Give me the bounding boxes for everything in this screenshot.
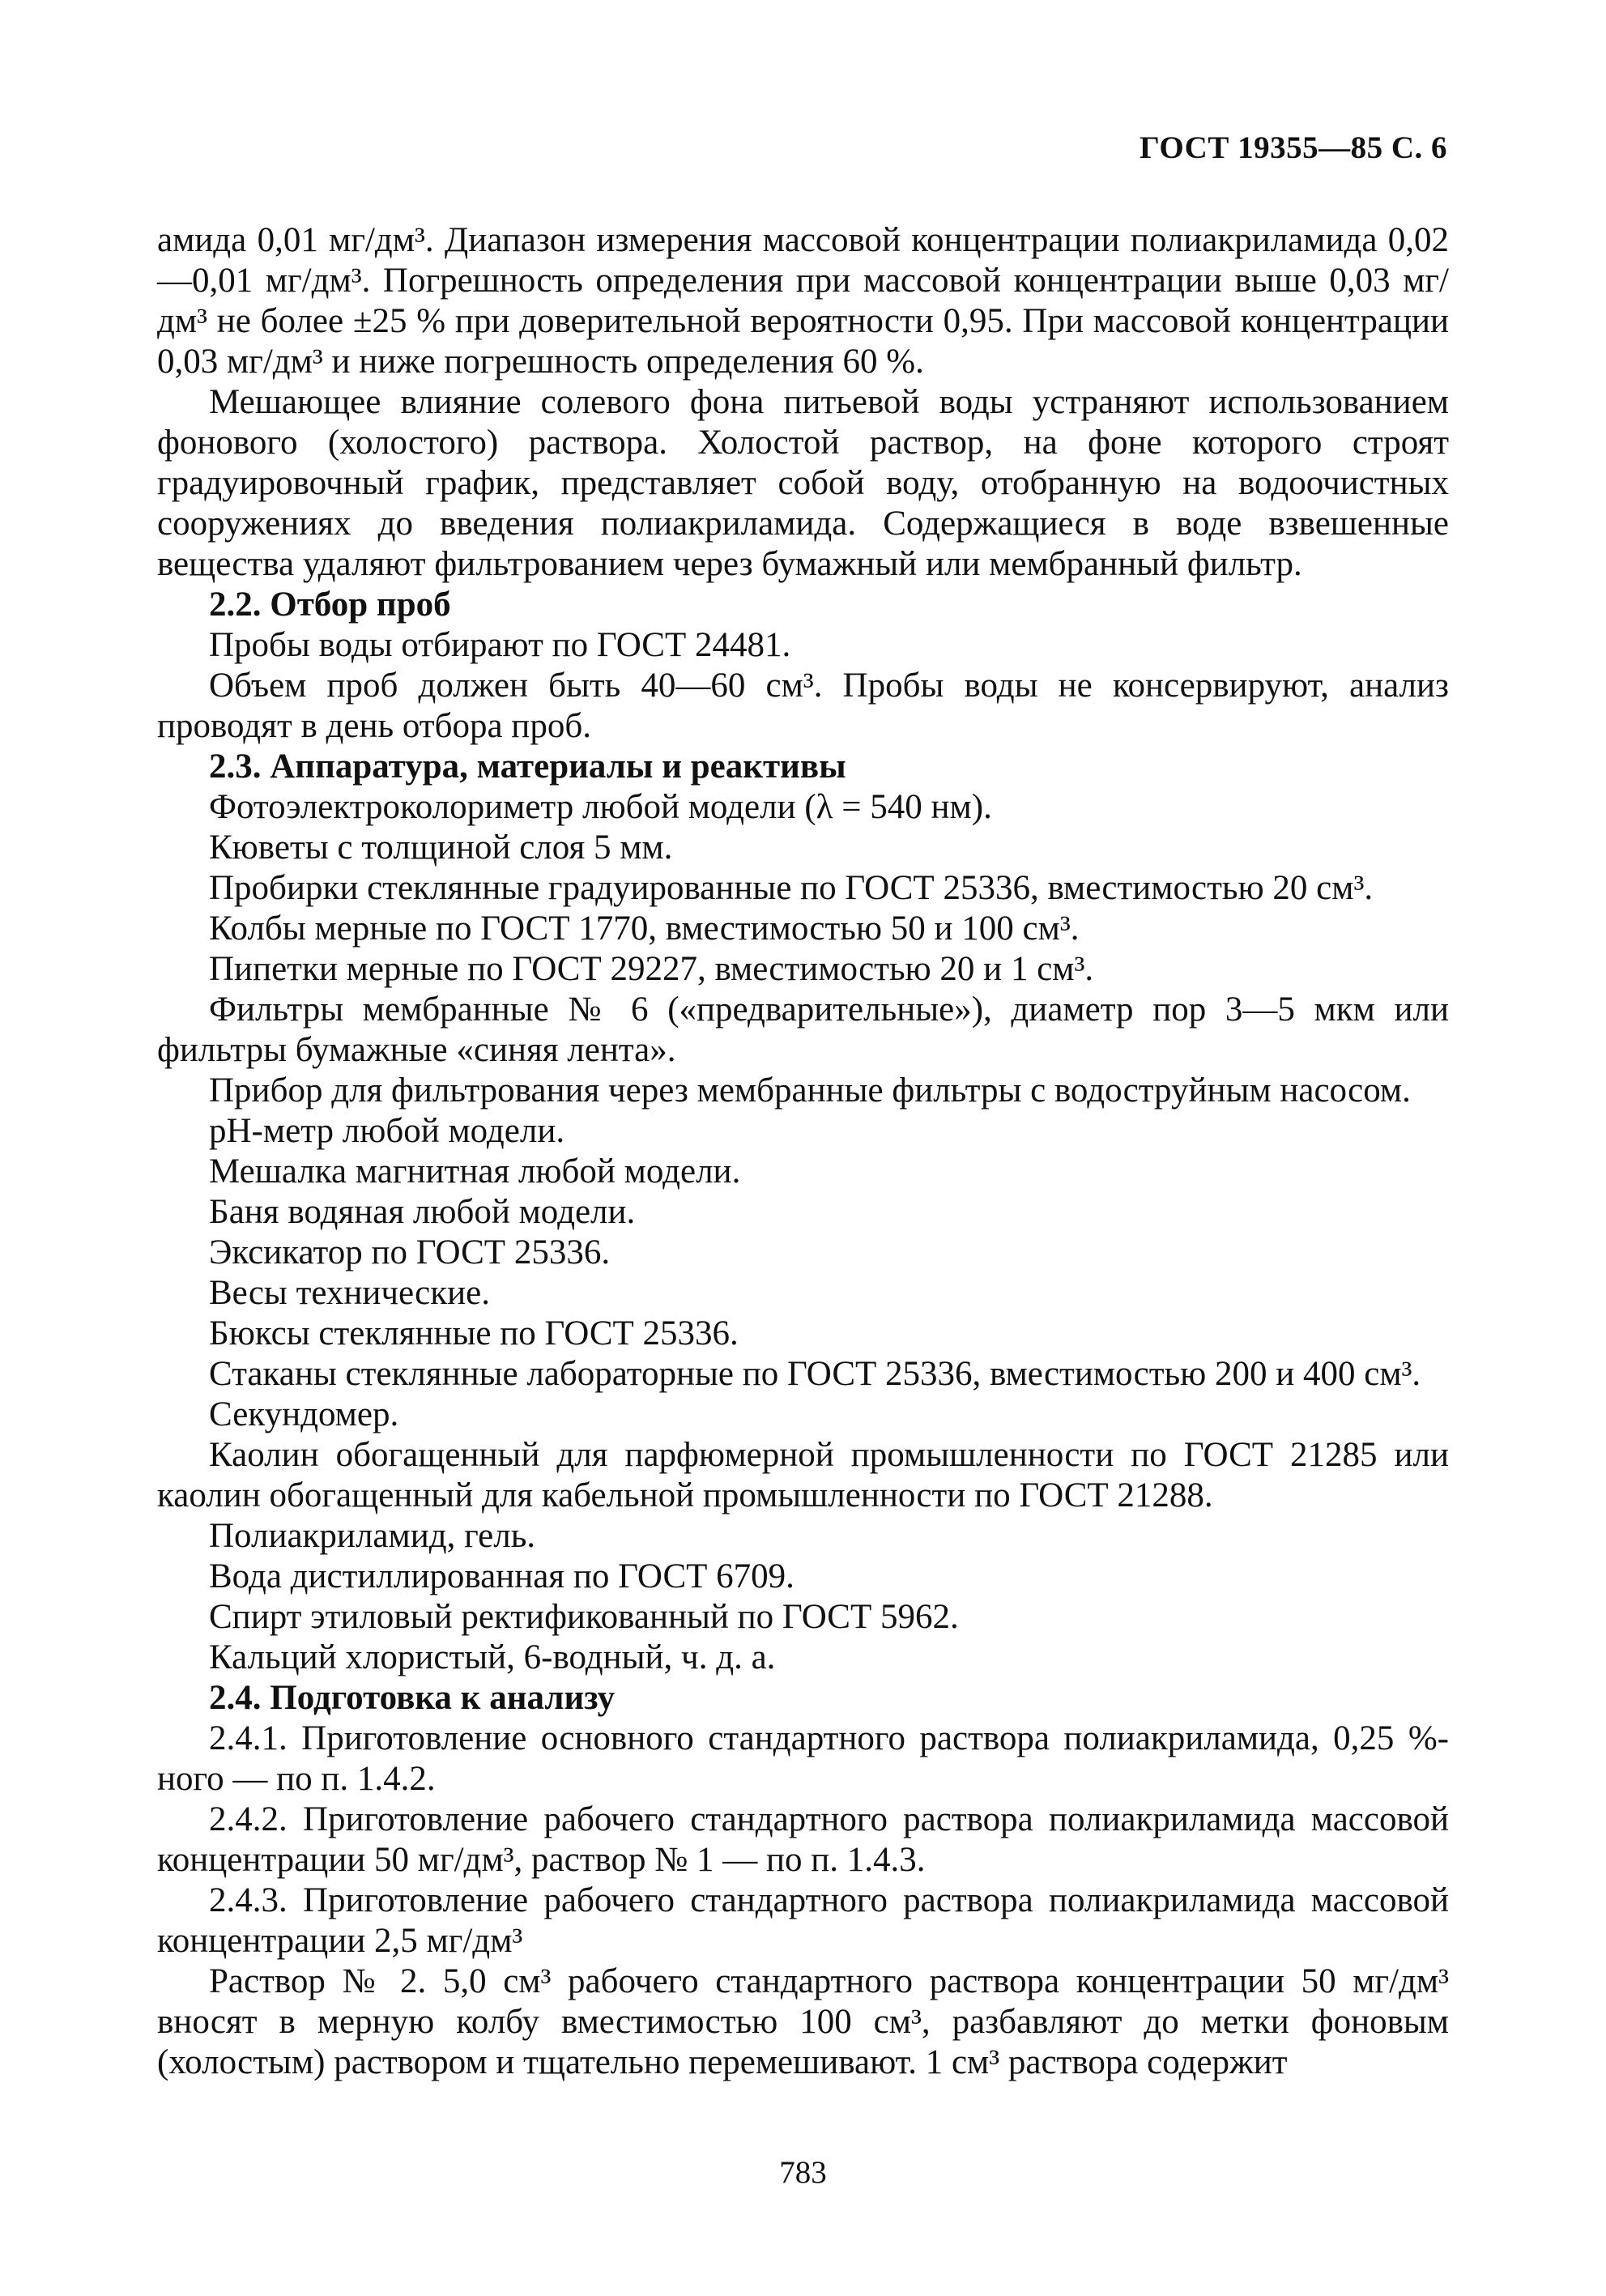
list-item: Эксикатор по ГОСТ 25336. <box>209 1233 611 1272</box>
paragraph-2-4-2: 2.4.2. Приготовление рабочего стандартного раствора полиакриламида массовой концентрации 50 мг/дм³, раствор № 1 — по п. 1.4.3. <box>157 1800 1449 1879</box>
paragraph-sampling: Пробы воды отбирают по ГОСТ 24481. <box>209 626 791 664</box>
list-item: Кюветы с толщиной слоя 5 мм. <box>209 829 673 867</box>
paragraph-solution-2: Раствор № 2. 5,0 см³ рабочего стандартного раствора концентрации 50 мг/дм³ вносят в мерную колбу вместимостью 100 см³, разбавляют до метки фоновым (холостым) раствором и тщательно перемешивают. 1 см³ раствора содержит <box>157 1962 1449 2081</box>
section-heading-2-4: 2.4. Подготовка к анализу <box>209 1679 616 1717</box>
list-item: Фильтры мембранные № 6 («предварительные»), диаметр пор 3—5 мкм или фильтры бумажные «синяя лента». <box>157 990 1449 1069</box>
paragraph-continuation: амида 0,01 мг/дм³. Диапазон измерения массовой концентрации полиакриламида 0,02—0,01 мг/дм³. Погрешность определения при массовой концентрации выше 0,03 мг/дм³ не более ±25 % при доверительной вероятности 0,95. При массовой концентрации 0,03 мг/дм³ и ниже погрешность определения 60 %. <box>157 221 1449 381</box>
list-item: Баня водяная любой модели. <box>209 1193 636 1231</box>
list-item: Весы технические. <box>209 1274 491 1312</box>
list-item: Пипетки мерные по ГОСТ 29227, вместимостью 20 и 1 см³. <box>209 950 1094 988</box>
paragraph-2-4-1: 2.4.1. Приготовление основного стандартного раствора полиакриламида, 0,25 %-ного — по п. 1.4.2. <box>157 1719 1449 1798</box>
list-item: pH-метр любой модели. <box>209 1112 565 1150</box>
list-item: Спирт этиловый ректификованный по ГОСТ 5962. <box>209 1598 959 1636</box>
list-item: Секундомер. <box>209 1395 399 1433</box>
list-item: Кальций хлористый, 6-водный, ч. д. а. <box>209 1638 776 1676</box>
list-item: Фотоэлектроколориметр любой модели (λ = 540 нм). <box>209 788 992 826</box>
paragraph-salt-background: Мешающее влияние солевого фона питьевой воды устраняют использованием фонового (холостого) раствора. Холостой раствор, на фоне которого строят градуировочный график, представляет собой воду, отобранную на водоочистных сооружениях до введения полиакриламида. Содержащиеся в воде взвешенные вещества удаляют фильтрованием через бумажный или мембранный фильтр. <box>157 383 1449 583</box>
section-heading-2-2: 2.2. Отбор проб <box>209 586 451 624</box>
list-item: Колбы мерные по ГОСТ 1770, вместимостью 50 и 100 см³. <box>209 909 1080 948</box>
list-item: Полиакриламид, гель. <box>209 1517 536 1555</box>
list-item: Пробирки стеклянные градуированные по ГОСТ 25336, вместимостью 20 см³. <box>209 869 1374 907</box>
section-heading-2-3: 2.3. Аппаратура, материалы и реактивы <box>209 748 846 786</box>
document-body <box>157 220 1449 2083</box>
page-number: 783 <box>779 2155 827 2190</box>
list-item: Каолин обогащенный для парфюмерной промышленности по ГОСТ 21285 или каолин обогащенный для кабельной промышленности по ГОСТ 21288. <box>157 1436 1449 1514</box>
paragraph-sample-volume: Объем проб должен быть 40—60 см³. Пробы воды не консервируют, анализ проводят в день отбора проб. <box>157 667 1449 745</box>
list-item: Стаканы стеклянные лабораторные по ГОСТ 25336, вместимостью 200 и 400 см³. <box>209 1355 1421 1393</box>
list-item: Прибор для фильтрования через мембранные фильтры с водоструйным насосом. <box>209 1071 1411 1110</box>
list-item: Мешалка магнитная любой модели. <box>209 1152 741 1191</box>
list-item: Бюксы стеклянные по ГОСТ 25336. <box>209 1314 739 1352</box>
list-item: Вода дистиллированная по ГОСТ 6709. <box>209 1557 794 1595</box>
page-header: ГОСТ 19355—85 С. 6 <box>1140 130 1447 165</box>
paragraph-2-4-3: 2.4.3. Приготовление рабочего стандартного раствора полиакриламида массовой концентрации 2,5 мг/дм³ <box>157 1881 1449 1960</box>
